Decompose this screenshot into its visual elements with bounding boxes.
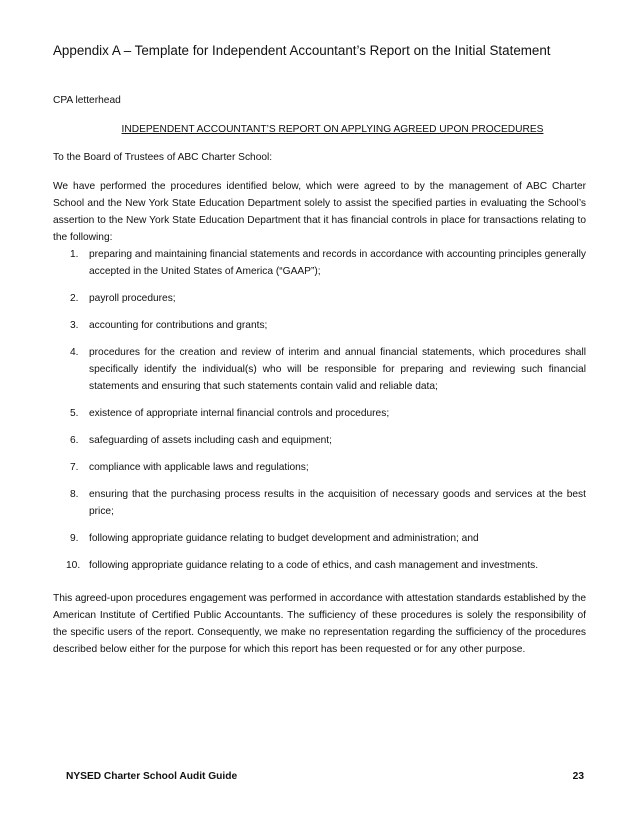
salutation: To the Board of Trustees of ABC Charter School: — [53, 152, 273, 163]
list-item-number: 8. — [70, 489, 79, 500]
intro-paragraph: We have performed the procedures identified below, which were agreed to by the management of ABC Charter School and the New York State Education Department solely to assist the specified parties in evaluating the School’s assertion to the New York State Education Department that it has financial controls in place for transactions relating to the following: — [53, 181, 586, 243]
list-item-number: 6. — [70, 435, 79, 446]
closing-paragraph: This agreed-upon procedures engagement was performed in accordance with attestation standards established by the American Institute of Certified Public Accountants. The sufficiency of these procedures is solely the responsibility of the specific users of the report. Consequently, we make no representation regarding the sufficiency of the procedures described below either for the purpose for which this report has been requested or for any other purpose. — [53, 593, 586, 655]
list-item-number: 7. — [70, 462, 79, 473]
list-item — [53, 344, 586, 395]
page-title: Appendix A – Template for Independent Accountant’s Report on the Initial Statement — [53, 43, 551, 58]
list-item — [53, 557, 586, 574]
list-item-text: procedures for the creation and review of interim and annual financial statements, which procedures shall specifically identify the individual(s) who will be responsible for preparing and reviewing such financial statements and ensuring that such statements contain valid and reliable data; — [89, 347, 586, 392]
list-item-number: 10. — [66, 560, 81, 571]
list-item — [53, 246, 586, 280]
list-item — [53, 405, 586, 422]
list-item-number: 9. — [70, 533, 79, 544]
list-item-text: following appropriate guidance relating to a code of ethics, and cash management and investments. — [89, 560, 539, 571]
list-item-number: 1. — [70, 249, 79, 260]
list-item-text: accounting for contributions and grants; — [89, 320, 268, 331]
list-item-text: payroll procedures; — [89, 293, 176, 304]
letterhead-placeholder: CPA letterhead — [53, 95, 121, 106]
list-item-number: 4. — [70, 347, 79, 358]
list-item — [53, 459, 586, 476]
list-item-text: preparing and maintaining financial statements and records in accordance with accounting principles generally accepted in the United States of America (“GAAP”); — [89, 249, 586, 277]
list-item-text: ensuring that the purchasing process results in the acquisition of necessary goods and services at the best price; — [89, 489, 586, 517]
list-item — [53, 317, 586, 334]
list-item-text: compliance with applicable laws and regulations; — [89, 462, 309, 473]
list-item-number: 5. — [70, 408, 79, 419]
list-item — [53, 432, 586, 449]
list-item-text: following appropriate guidance relating to budget development and administration; and — [89, 533, 479, 544]
list-item-number: 2. — [70, 293, 79, 304]
report-heading: INDEPENDENT ACCOUNTANT’S REPORT ON APPLYING AGREED UPON PROCEDURES — [121, 124, 544, 135]
list-item-text: safeguarding of assets including cash and equipment; — [89, 435, 332, 446]
list-item — [53, 486, 586, 520]
list-item-text: existence of appropriate internal financial controls and procedures; — [89, 408, 390, 419]
list-item — [53, 290, 586, 307]
procedures-list — [53, 246, 586, 584]
footer-guide-name: NYSED Charter School Audit Guide — [66, 771, 238, 782]
footer-page-number: 23 — [572, 771, 584, 782]
list-item-number: 3. — [70, 320, 79, 331]
list-item — [53, 530, 586, 547]
